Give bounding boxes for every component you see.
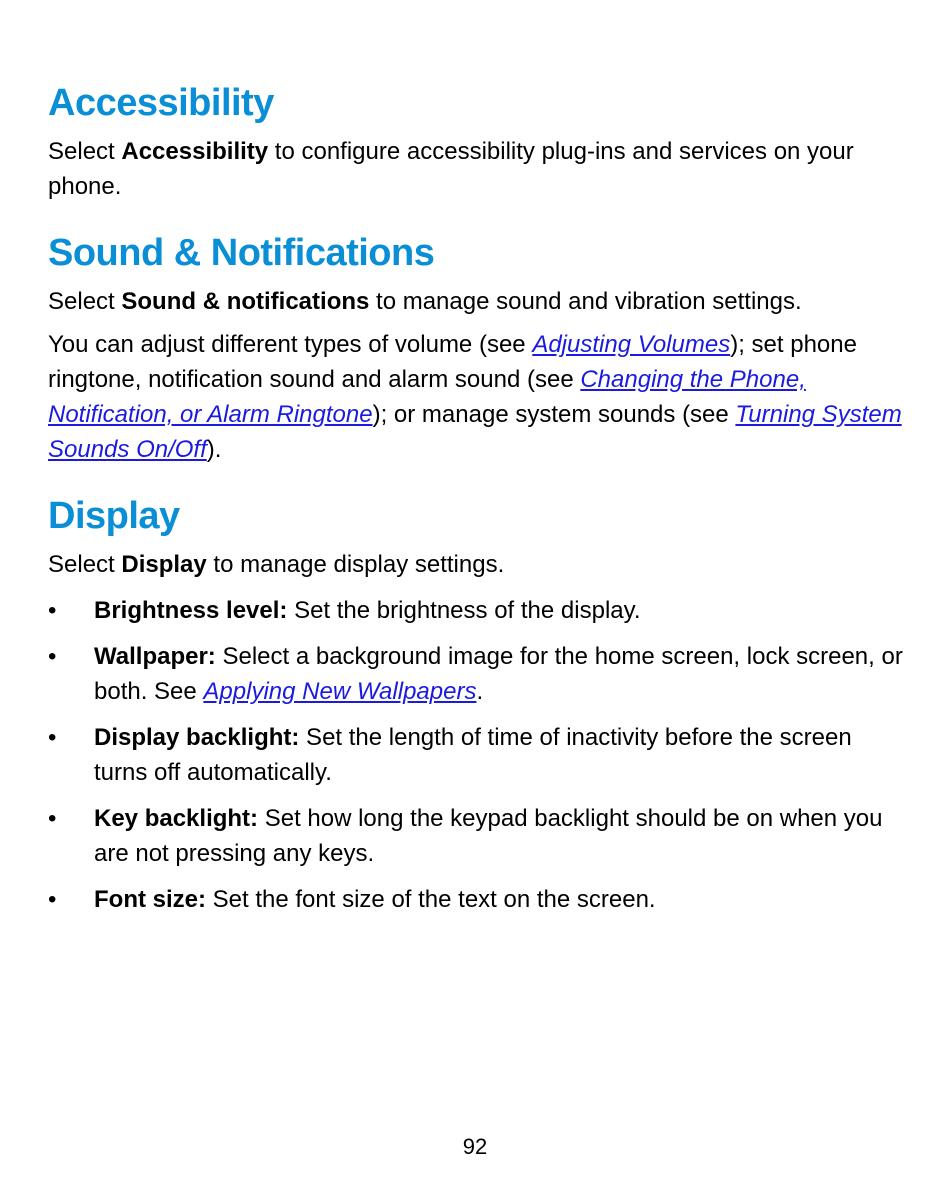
link-applying-new-wallpapers[interactable]: Applying New Wallpapers	[203, 678, 477, 705]
page-number: 92	[462, 1134, 488, 1159]
heading-sound-notifications: Sound & Notifications	[48, 232, 435, 274]
bold-term: Sound & notifications	[121, 288, 370, 315]
bullet-icon: •	[48, 886, 57, 913]
item-label: Brightness level:	[94, 597, 288, 624]
heading-accessibility: Accessibility	[48, 82, 274, 124]
list-item-wallpaper: • Wallpaper: Select a background image for the home screen, lock screen, or both. See Applying New Wallpapers.	[48, 639, 908, 709]
paragraph-accessibility: Select Accessibility to configure accessibility plug-ins and services on your phone.	[48, 138, 854, 200]
item-label: Font size:	[94, 886, 206, 913]
bullet-icon: •	[48, 724, 57, 751]
bullet-icon: •	[48, 643, 57, 670]
link-turning-system-sounds[interactable]: Turning System Sounds On/Off	[48, 401, 902, 463]
bold-term: Display	[121, 551, 207, 578]
display-settings-list	[48, 593, 908, 917]
item-label: Display backlight:	[94, 724, 300, 751]
bullet-icon: •	[48, 805, 57, 832]
list-item-key-backlight: • Key backlight: Set how long the keypad backlight should be on when you are not pressing any keys.	[48, 801, 908, 871]
section-accessibility	[48, 76, 908, 204]
item-label: Key backlight:	[94, 805, 259, 832]
paragraph-sound-intro: Select Sound & notifications to manage sound and vibration settings.	[48, 288, 802, 315]
heading-display: Display	[48, 495, 180, 537]
list-item-brightness-level: • Brightness level: Set the brightness of the display.	[48, 593, 908, 628]
bullet-icon: •	[48, 597, 57, 624]
link-changing-ringtone[interactable]: Changing the Phone, Notification, or Alarm Ringtone	[48, 366, 806, 428]
paragraph-display-intro: Select Display to manage display settings.	[48, 551, 505, 578]
list-item-display-backlight: • Display backlight: Set the length of time of inactivity before the screen turns off automatically.	[48, 720, 908, 790]
bold-term: Accessibility	[121, 138, 269, 165]
section-sound-notifications	[48, 226, 908, 467]
item-label: Wallpaper:	[94, 643, 216, 670]
paragraph-sound-details: You can adjust different types of volume (see Adjusting Volumes); set phone ringtone, notification sound and alarm sound (see Changing the Phone, Notification, or Alarm Ringtone); or manage system sounds (see Turning System Sounds On/Off).	[48, 331, 902, 463]
link-adjusting-volumes[interactable]: Adjusting Volumes	[532, 331, 731, 358]
list-item-font-size: • Font size: Set the font size of the text on the screen.	[48, 882, 908, 917]
page-content	[48, 76, 908, 917]
section-display	[48, 489, 908, 917]
